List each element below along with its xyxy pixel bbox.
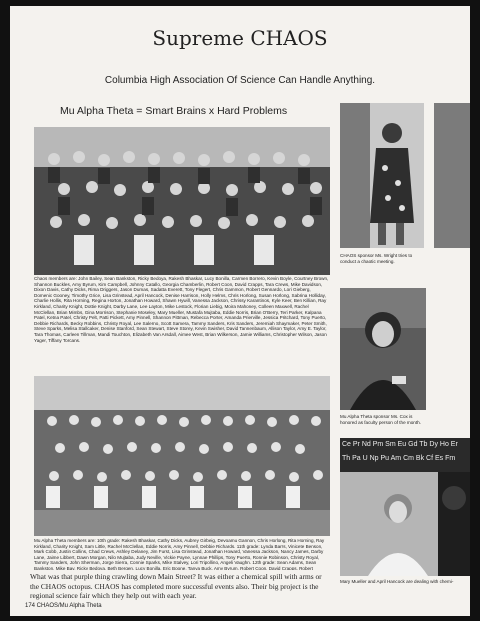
- page-title: Supreme CHAOS: [152, 26, 328, 50]
- periodic-table-row-2: Th Pa U Np Pu Am Cm Bk Cf Es Fm: [342, 455, 456, 462]
- yearbook-page: [10, 6, 470, 616]
- page-footer: 174 CHAOS/Mu Alpha Theta: [25, 603, 102, 609]
- page-subtitle: Columbia High Association Of Science Can Handle Anything.: [104, 75, 376, 86]
- cox-photo: [340, 288, 426, 410]
- section-heading: Mu Alpha Theta = Smart Brains x Hard Problems: [60, 105, 288, 117]
- wright-photo: [340, 103, 424, 248]
- mu-alpha-theta-members-caption: Mu Alpha Theta members are: 10th grade: Rakesh Bhaskar, Cathy Dicks, Aubrey Girbeig, Devoamu Gannon, Chris Horlong, Rita Horning, Ray Kirkland, Charity Knight, Sam Little, Rachel McClellan, Eddie Norris, Amy Pinnell, Debbie Richards. 11th grade: Lynda Barrs, Vinicete Benson, Mark Cobb, Justin Collins, Chad Crews, Ashley Delaney, Jim Furst, Lisa Grinstead, Jonathan Howard, Vanessa Jackson, Nancy James, Darby Lane, Jaime Libbert, Dawn Morgan, Nilo Mujtaba, Judy Neville, Vickie Payne, Lynnae Phillips, Tony Puerto, Ronnie Robinson, Christy Royal, Tammy Sanders, John Sherman, Jorge Sierra, Connie Sparks, Mike Stalvey, Lori Tripollino, Angeli Vaughn. 12th grade: Sean Adams, Sean Bankston, Mike Bay, Ricky Bedoya, Beth Bergen, Lucy Bonilla, Eric Boone, Tanya Buck, Amy Byrum, Robert Coon, David Crapps, Robert: [34, 538, 325, 570]
- wright-caption: CHAOS sponsor Ms. Wright tries to conduct a chaotic meeting.: [340, 253, 413, 264]
- body-paragraph: What was that purple thing crawling down Main Street? It was either a chemical spill with arms or the CHAOS octopus. CHAOS has completed more successful events also. Their big project is the regional science fair which they help out with each year.: [30, 572, 322, 600]
- mu-alpha-theta-group-photo: [34, 376, 330, 536]
- mueller-hancock-photo: [340, 438, 470, 576]
- periodic-table-row-1: Ce Pr Nd Pm Sm Eu Gd Tb Dy Ho Er: [342, 441, 458, 448]
- side-photo-strip: [434, 103, 470, 248]
- chaos-group-photo: [34, 127, 330, 275]
- cox-caption: Mu Alpha Theta sponsor Ms. Cox is honored as faculty person of the month.: [340, 414, 421, 425]
- mueller-hancock-caption: Mary Mueller and April Hancock are dealing with chemi-: [340, 579, 454, 584]
- chaos-members-caption: Chaos members are: John Bailey, Sean Bankston, Ricky Bedoya, Rakesh Bhaskar, Lucy Bonilla, Carmen Borrero, Kevin Boyle, Courtney Brown, Shannon Buckles, Amy Byrum, Kim Campbell, Johnny Catallo, Georgia Chamberlin, Robert Coon, David Crapps, Tara Crews, Mike Davidson, Dixon Davis, Cathy Dicks, Rima Driggers, Jason Dumas, Sadatta Everett, Tony Flegert, Chris Gammon, Robert Gennardo, Lori Gieberg, Domenic Gooney, Timothy Grice, Lisa Grinstead, April Hancock, Denise Harrison, Holly Helms, Chris Horlong, Susan Horlong, Sabrina Holliday, Charlie Hollis, Rita Horning, Regina Horton, Jonathan Howard, Shawn Hywill, Vanessa Jackson, Chrissy Karantinos, Kyle Keer, Ben Killian, Ray Kirkland, Charity Knight, Dottie Knight, Darby Lane, Lee Layton, Mike Lestock, Florian Liebig, Moira Mahoney, Colleen Maxwell, Rachel McClellan, Brian Mimbs, Gina Morrison, Stephanie Moseley, Mary Mueller, Mustafa Mujtaba, Eddie Norris, Brian O'Berry, Teri Parker, Kalpana Patel, Ketna Patel, Christy Pelt, Patti Pickett, Amy Pinnell, Shannon Pittman, Rebecca Porter, Amanda Prierville, Jessica Pritchard, Tony Puerto, Debbie Richards, Becky Robbins, Christy Royal, Lee Salerno, Scott Samera, Tammy Sanders, Kris Sanders, Jeremiah Shaymaker, Peter Smith, Steve Sparks, Melisa Stallcaker, Denise Stanford, Sean Stewart, Steve Storey, Kevin Swisher, David Tannenbaum, Allison Taylor, Amy E. Taylor, Tara Thomas, Carleen Tillman, Mandi Touchton, Elizabeth Van Arsdall, Aimee West, Brian Wilkerson, Jamie Williams, Christopher Wilson, Jason Yager, Tiffany Torcans.: [34, 276, 329, 343]
